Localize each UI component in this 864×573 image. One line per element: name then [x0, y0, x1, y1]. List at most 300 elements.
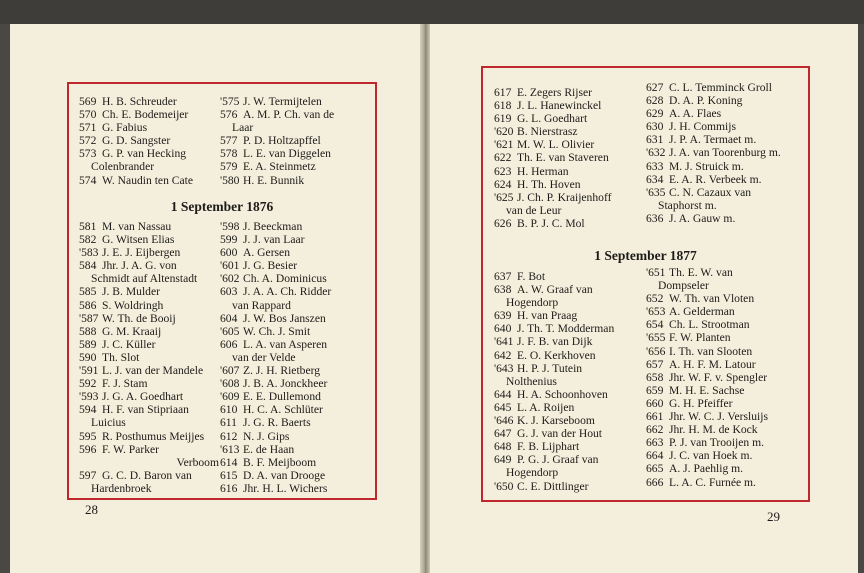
entry-name: B. F. Meijboom [243, 455, 317, 469]
entry-name: B. P. J. C. Mol [517, 216, 585, 230]
entry-number: 576 [220, 108, 238, 122]
entry-number: 573 [79, 147, 97, 161]
entry-name: E. O. Kerkhoven [517, 348, 596, 362]
roster-entry [79, 259, 221, 272]
entry-number: 624 [494, 177, 512, 191]
entry-number: 596 [79, 442, 97, 456]
roster-entry [494, 204, 646, 217]
roster-entry [646, 133, 804, 146]
entry-name: H. Th. Hoven [517, 177, 581, 191]
left-block2-col2 [220, 220, 368, 495]
entry-number: 611 [220, 416, 237, 430]
entry-number: '583 [79, 246, 99, 260]
roster-entry [79, 443, 221, 456]
entry-number: 658 [646, 370, 664, 384]
roster-entry [494, 283, 646, 296]
roster-entry [220, 443, 368, 456]
entry-name: Th. Slot [102, 350, 140, 364]
entry-number: 644 [494, 387, 512, 401]
entry-number: '646 [494, 414, 514, 428]
roster-entry [646, 292, 804, 305]
entry-number: 626 [494, 216, 512, 230]
entry-name: G. M. Kraaij [102, 324, 162, 338]
entry-name: J. L. Hanewinckel [517, 99, 602, 113]
roster-entry [220, 160, 368, 173]
entry-number: 589 [79, 337, 97, 351]
roster-entry [646, 212, 804, 225]
entry-number: 665 [646, 462, 664, 476]
entry-name: Ch. A. Dominicus [243, 272, 327, 286]
roster-entry [646, 107, 804, 120]
entry-number: '605 [220, 324, 240, 338]
roster-entry [646, 279, 804, 292]
roster-entry [646, 186, 804, 199]
entry-name: W. Th. van Vloten [669, 292, 755, 306]
roster-entry [494, 270, 646, 283]
left-page-number: 28 [85, 502, 98, 517]
roster-entry [79, 134, 221, 147]
entry-name: R. Posthumus Meijjes [102, 429, 205, 443]
entry-name: van Rappard [232, 298, 291, 312]
roster-entry [79, 272, 221, 285]
entry-name: H. B. Schreuder [102, 95, 177, 108]
entry-number: 616 [220, 481, 238, 495]
right-block2-col2 [646, 266, 804, 489]
entry-name: S. Woldringh [102, 298, 164, 312]
entry-number: 597 [79, 468, 97, 482]
entry-number: 615 [220, 468, 238, 482]
roster-entry [79, 108, 221, 121]
entry-number: 637 [494, 270, 512, 283]
roster-entry [494, 112, 646, 125]
entry-number: 628 [646, 94, 664, 108]
entry-name: Z. J. H. Rietberg [243, 364, 321, 378]
entry-number: 574 [79, 173, 97, 187]
entry-name: L. E. van Diggelen [243, 147, 331, 161]
entry-number: 627 [646, 81, 664, 94]
entry-number: '643 [494, 361, 514, 375]
entry-name: Staphorst m. [658, 198, 717, 212]
entry-name: J. B. Mulder [102, 285, 160, 299]
entry-name: F. W. Planten [669, 331, 731, 345]
entry-number: 586 [79, 298, 97, 312]
entry-number: 661 [646, 410, 664, 424]
entry-number: 662 [646, 423, 664, 437]
entry-number: '650 [494, 479, 514, 493]
entry-number: 660 [646, 396, 664, 410]
entry-name: Jhr. H. M. de Kock [669, 423, 758, 437]
roster-entry [646, 146, 804, 159]
roster-entry [646, 371, 804, 384]
left-section-heading: 1 September 1876 [170, 199, 274, 214]
entry-number: '653 [646, 305, 666, 319]
entry-name: L. A. van Asperen [243, 337, 328, 351]
roster-entry [79, 364, 221, 377]
entry-name: van der Velde [232, 350, 296, 364]
entry-number: '575 [220, 95, 240, 108]
roster-entry [79, 325, 221, 338]
entry-name: A. J. Paehlig m. [669, 462, 744, 476]
entry-name: Colenbrander [91, 160, 155, 174]
right-block2-col1 [494, 270, 646, 493]
roster-entry [494, 440, 646, 453]
roster-entry [220, 416, 368, 429]
entry-name: A. M. P. Ch. van de [243, 108, 335, 122]
entry-name: E. E. Dullemond [243, 390, 321, 404]
entry-number: '651 [646, 266, 666, 279]
entry-number: 592 [79, 377, 97, 391]
roster-entry [79, 482, 221, 495]
entry-name: J. Beeckman [243, 220, 303, 233]
right-block1-col1 [494, 86, 646, 230]
entry-number: 666 [646, 475, 664, 489]
entry-number: '602 [220, 272, 240, 286]
left-block1-col2 [220, 95, 368, 187]
entry-name: Jhr. W. C. J. Versluijs [669, 410, 768, 424]
entry-name: H. Herman [517, 164, 569, 178]
left-block1-col1 [79, 95, 221, 187]
roster-entry [79, 246, 221, 259]
roster-entry [646, 81, 804, 94]
roster-entry [220, 482, 368, 495]
roster-entry [79, 220, 221, 233]
roster-entry [646, 305, 804, 318]
roster-entry [494, 414, 646, 427]
entry-name: B. Nierstrasz [517, 125, 578, 139]
roster-entry [220, 456, 368, 469]
entry-number: 640 [494, 322, 512, 336]
entry-number: 603 [220, 285, 238, 299]
entry-name: G. Fabius [102, 121, 148, 135]
entry-name: Dompseler [658, 279, 709, 293]
entry-number: 571 [79, 121, 97, 135]
entry-number: '613 [220, 442, 240, 456]
roster-entry [494, 375, 646, 388]
entry-number: 594 [79, 403, 97, 417]
entry-number: 636 [646, 211, 664, 225]
entry-name: Schmidt auf Altenstadt [91, 272, 198, 286]
roster-entry [646, 94, 804, 107]
entry-number: '632 [646, 146, 666, 160]
roster-entry [220, 134, 368, 147]
roster-entry [79, 377, 221, 390]
entry-name: F. Bot [517, 270, 546, 283]
entry-number: '601 [220, 259, 240, 273]
roster-entry [220, 364, 368, 377]
entry-name: Jhr. H. L. Wichers [243, 481, 328, 495]
entry-number: 654 [646, 318, 664, 332]
entry-name: P. J. van Trooijen m. [669, 436, 765, 450]
entry-name: A. W. Graaf van [517, 283, 593, 297]
entry-number: '598 [220, 220, 240, 233]
roster-entry [646, 120, 804, 133]
entry-name: G. Witsen Elias [102, 233, 175, 247]
entry-name: M. van Nassau [102, 220, 172, 233]
entry-name: N. J. Gips [243, 429, 290, 443]
entry-name: H. A. Schoonhoven [517, 387, 608, 401]
roster-entry [79, 338, 221, 351]
entry-name: Ch. L. Strootman [669, 318, 750, 332]
entry-number: 631 [646, 133, 664, 147]
roster-entry [646, 384, 804, 397]
entry-number: '635 [646, 185, 666, 199]
entry-name: G. D. Sangster [102, 134, 171, 148]
entry-number: 612 [220, 429, 238, 443]
entry-name: Jhr. J. A. G. von [102, 259, 177, 273]
entry-name: J. Th. T. Modderman [517, 322, 615, 336]
roster-entry [220, 174, 368, 187]
entry-number: 639 [494, 309, 512, 323]
roster-entry [646, 331, 804, 344]
roster-entry [79, 469, 221, 482]
roster-entry [494, 309, 646, 322]
roster-entry [646, 266, 804, 279]
roster-entry [494, 151, 646, 164]
entry-name: J. C. van Hoek m. [669, 449, 753, 463]
roster-entry [494, 466, 646, 479]
background-top-edge [0, 0, 864, 24]
entry-number: '609 [220, 390, 240, 404]
entry-name: W. Ch. J. Smit [243, 324, 311, 338]
entry-name: Jhr. W. F. v. Spengler [669, 370, 768, 384]
entry-number: 595 [79, 429, 97, 443]
entry-name: A. H. F. M. Latour [669, 357, 756, 371]
entry-number: '641 [494, 335, 514, 349]
roster-entry [79, 299, 221, 312]
roster-entry [494, 401, 646, 414]
roster-entry [646, 160, 804, 173]
roster-entry [79, 95, 221, 108]
roster-entry [220, 299, 368, 312]
roster-entry [79, 121, 221, 134]
entry-name: L. A. C. Furnée m. [669, 475, 756, 489]
entry-name: Th. E. W. van [669, 266, 733, 279]
entry-number: 622 [494, 151, 512, 165]
roster-entry [220, 121, 368, 134]
roster-entry [494, 191, 646, 204]
entry-name: J. H. Commijs [669, 120, 736, 134]
entry-number: 648 [494, 440, 512, 454]
roster-entry [646, 397, 804, 410]
roster-entry [79, 390, 221, 403]
roster-entry [494, 349, 646, 362]
roster-entry [494, 125, 646, 138]
roster-entry [79, 285, 221, 298]
roster-entry [646, 423, 804, 436]
entry-name: van de Leur [506, 203, 562, 217]
roster-entry [220, 272, 368, 285]
right-block1-col2 [646, 81, 804, 225]
entry-name: E. de Haan [243, 442, 295, 456]
roster-entry [494, 178, 646, 191]
entry-number: 577 [220, 134, 238, 148]
roster-entry [220, 390, 368, 403]
right-section-heading: 1 September 1877 [594, 248, 697, 263]
entry-number: 617 [494, 86, 512, 99]
entry-name: J. B. A. Jonckheer [243, 377, 328, 391]
entry-number: 614 [220, 455, 238, 469]
entry-name: J. W. Bos Janszen [243, 311, 326, 325]
entry-number: '607 [220, 364, 240, 378]
entry-number: 585 [79, 285, 97, 299]
entry-number: '621 [494, 138, 514, 152]
entry-number: 569 [79, 95, 97, 108]
entry-name: Laar [232, 121, 254, 135]
entry-name: E. A. R. Verbeek m. [669, 172, 762, 186]
roster-entry [79, 416, 221, 429]
roster-entry [220, 246, 368, 259]
entry-name: F. J. Stam [102, 377, 148, 391]
entry-name: G. P. van Hecking [102, 147, 187, 161]
roster-entry [646, 449, 804, 462]
roster-entry [494, 165, 646, 178]
entry-name: F. W. Parker [102, 442, 160, 456]
roster-entry [220, 469, 368, 482]
entry-number: 604 [220, 311, 238, 325]
roster-entry [79, 160, 221, 173]
entry-name: P. G. J. Graaf van [517, 453, 599, 467]
entry-number: 657 [646, 357, 664, 371]
entry-number: 629 [646, 107, 664, 121]
roster-entry [220, 95, 368, 108]
entry-name: G. H. Pfeiffer [669, 396, 733, 410]
entry-name: E. A. Steinmetz [243, 160, 316, 174]
entry-number: 642 [494, 348, 512, 362]
roster-entry [79, 174, 221, 187]
entry-name: J. G. A. Goedhart [102, 390, 184, 404]
entry-name: H. van Praag [517, 309, 578, 323]
entry-name: J. E. J. Eijbergen [102, 246, 181, 260]
entry-number: '591 [79, 364, 99, 378]
entry-number: '625 [494, 190, 514, 204]
entry-number: 584 [79, 259, 97, 273]
entry-name: A. Gersen [243, 246, 291, 260]
entry-name: J. W. Termijtelen [243, 95, 322, 108]
entry-number: '593 [79, 390, 99, 404]
roster-entry [79, 233, 221, 246]
roster-entry [494, 362, 646, 375]
entry-name: A. Gelderman [669, 305, 735, 319]
entry-number: 634 [646, 172, 664, 186]
roster-entry [220, 259, 368, 272]
entry-name: J. A. A. Ch. Ridder [243, 285, 332, 299]
roster-entry [220, 220, 368, 233]
entry-name: J. F. B. van Dijk [517, 335, 593, 349]
roster-entry [220, 377, 368, 390]
roster-entry [79, 351, 221, 364]
roster-entry [646, 436, 804, 449]
roster-entry [646, 462, 804, 475]
entry-name: Ch. E. Bodemeijer [102, 108, 189, 122]
roster-entry [79, 312, 221, 325]
entry-name: W. Th. de Booij [102, 311, 176, 325]
entry-number: 652 [646, 292, 664, 306]
roster-entry [494, 480, 646, 493]
roster-entry [220, 285, 368, 298]
entry-number: 633 [646, 159, 664, 173]
entry-name: C. N. Cazaux van [669, 185, 752, 199]
entry-name: J. P. A. Termaet m. [669, 133, 757, 147]
entry-number: 610 [220, 403, 238, 417]
entry-number: '620 [494, 125, 514, 139]
entry-number: 599 [220, 233, 238, 247]
roster-entry [494, 296, 646, 309]
roster-entry [494, 138, 646, 151]
entry-number: 606 [220, 337, 238, 351]
roster-entry [494, 99, 646, 112]
left-block2-col1 [79, 220, 221, 495]
entry-number: 578 [220, 147, 238, 161]
entry-name: J. J. van Laar [243, 233, 305, 247]
entry-name: Verboom [176, 455, 219, 469]
entry-number: 630 [646, 120, 664, 134]
entry-name: Luicius [91, 416, 126, 430]
roster-entry [646, 476, 804, 489]
entry-name: G. J. van der Hout [517, 427, 603, 441]
entry-number: 588 [79, 324, 97, 338]
roster-entry [494, 453, 646, 466]
entry-name: M. H. E. Sachse [669, 383, 745, 397]
entry-name: W. Naudin ten Cate [102, 173, 194, 187]
entry-number: 663 [646, 436, 664, 450]
roster-entry [79, 147, 221, 160]
entry-name: J. A. van Toorenburg m. [669, 146, 781, 160]
entry-name: L. A. Roijen [517, 400, 575, 414]
entry-name: G. C. D. Baron van [102, 468, 192, 482]
entry-number: 582 [79, 233, 97, 247]
entry-number: 581 [79, 220, 97, 233]
roster-entry [220, 351, 368, 364]
roster-entry [646, 318, 804, 331]
entry-name: J. G. R. Baerts [243, 416, 311, 430]
entry-name: E. Zegers Rijser [517, 86, 593, 99]
entry-name: J. C. Küller [102, 337, 156, 351]
entry-number: 647 [494, 427, 512, 441]
roster-entry [220, 312, 368, 325]
entry-name: J. A. Gauw m. [669, 211, 736, 225]
roster-entry [220, 233, 368, 246]
entry-number: 623 [494, 164, 512, 178]
entry-number: 659 [646, 383, 664, 397]
entry-name: C. L. Temminck Groll [669, 81, 772, 94]
entry-name: H. E. Bunnik [243, 173, 305, 187]
roster-entry [494, 322, 646, 335]
entry-name: K. J. Karseboom [517, 414, 595, 428]
entry-name: M. W. L. Olivier [517, 138, 595, 152]
entry-name: A. A. Flaes [669, 107, 722, 121]
roster-entry [220, 338, 368, 351]
roster-entry [220, 430, 368, 443]
entry-name: L. J. van der Mandele [102, 364, 204, 378]
entry-name: F. B. Lijphart [517, 440, 580, 454]
roster-entry [646, 173, 804, 186]
entry-number: 600 [220, 246, 238, 260]
entry-number: 579 [220, 160, 238, 174]
roster-entry [494, 335, 646, 348]
entry-name: H. P. J. Tutein [517, 361, 583, 375]
entry-number: 664 [646, 449, 664, 463]
entry-name: M. J. Struick m. [669, 159, 744, 173]
entry-number: '587 [79, 311, 99, 325]
entry-name: Nolthenius [506, 374, 557, 388]
entry-number: '608 [220, 377, 240, 391]
entry-number: '580 [220, 173, 240, 187]
entry-name: J. G. Besier [243, 259, 298, 273]
entry-number: 572 [79, 134, 97, 148]
entry-name: Hogendorp [506, 466, 559, 480]
roster-entry [646, 358, 804, 371]
entry-name: D. A. P. Koning [669, 94, 743, 108]
